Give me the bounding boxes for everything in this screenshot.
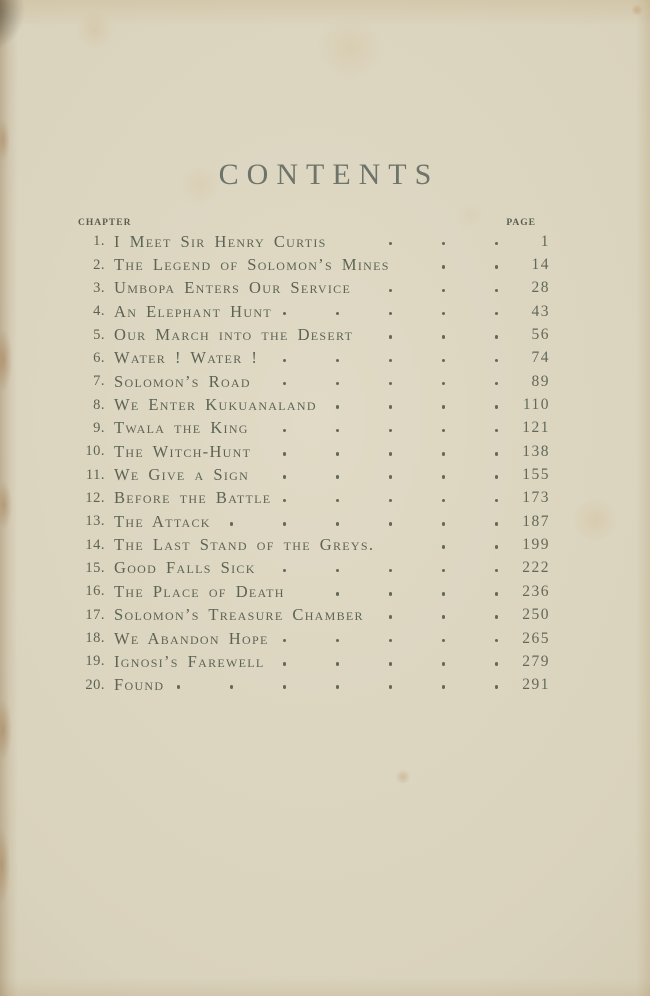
leader-dot — [249, 463, 286, 486]
dot-glyph — [389, 475, 393, 479]
leader-dot — [445, 277, 498, 300]
chapter-title: The Legend of Solomon’s Mines — [114, 255, 390, 275]
leader-dot — [339, 440, 392, 463]
dot-glyph — [389, 499, 393, 503]
dot-glyph — [495, 242, 499, 246]
leader-dot — [339, 487, 392, 510]
leader-dot — [353, 323, 392, 346]
leader-dot — [286, 463, 339, 486]
toc-entry — [78, 440, 550, 463]
leader-dot — [286, 347, 339, 370]
dot-glyph — [336, 522, 340, 526]
dot-glyph — [177, 685, 181, 689]
leader-dot — [392, 277, 445, 300]
leader-dot — [339, 370, 392, 393]
chapter-title: We Abandon Hope — [114, 628, 269, 648]
dot-glyph — [336, 592, 340, 596]
page-number: 236 — [522, 582, 550, 600]
leader-dot — [286, 674, 339, 697]
chapter-title: Found — [114, 675, 165, 695]
dot-leader — [374, 533, 498, 556]
leader-dot — [445, 230, 498, 253]
toc-entry — [78, 650, 550, 673]
leader-dot — [392, 604, 445, 627]
chapter-title: Our March into the Desert — [114, 325, 354, 345]
chapter-number: 13. — [85, 513, 105, 530]
dot-glyph — [283, 569, 287, 573]
dot-glyph — [495, 405, 499, 409]
dot-glyph — [336, 499, 340, 503]
chapter-title: The Attack — [114, 511, 211, 531]
chapter-number: 20. — [85, 676, 105, 693]
chapter-title: Solomon’s Treasure Chamber — [114, 605, 364, 625]
leader-dot — [392, 487, 445, 510]
leader-dot — [249, 417, 286, 440]
dot-glyph — [336, 429, 340, 433]
dot-leader — [271, 487, 498, 510]
dot-glyph — [336, 639, 340, 643]
leader-dot — [445, 347, 498, 370]
dot-glyph — [442, 592, 446, 596]
chapter-title: We Enter Kukuanaland — [114, 395, 317, 415]
leader-dot — [392, 370, 445, 393]
dot-glyph — [336, 569, 340, 573]
dot-glyph — [495, 522, 499, 526]
leader-dot — [392, 650, 445, 673]
leader-dot — [351, 277, 392, 300]
dot-glyph — [442, 405, 446, 409]
dot-glyph — [495, 662, 499, 666]
dot-glyph — [283, 382, 287, 386]
leader-dot — [286, 510, 339, 533]
dot-glyph — [389, 289, 393, 293]
dot-glyph — [442, 685, 446, 689]
chapter-number: 3. — [93, 279, 105, 296]
page-number: 74 — [531, 349, 550, 367]
dot-leader — [327, 230, 498, 253]
chapter-number: 10. — [85, 443, 105, 460]
dot-leader — [249, 417, 498, 440]
dot-glyph — [495, 312, 499, 316]
dot-glyph — [389, 592, 393, 596]
page-number: 279 — [522, 652, 550, 670]
dot-leader — [269, 627, 498, 650]
dot-glyph — [336, 312, 340, 316]
toc-entry — [78, 347, 550, 370]
chapter-title: An Elephant Hunt — [114, 301, 272, 321]
dot-glyph — [283, 429, 287, 433]
dot-glyph — [442, 615, 446, 619]
leader-dot — [211, 510, 233, 533]
leader-dot — [392, 557, 445, 580]
page-number: 43 — [531, 302, 550, 320]
dot-glyph — [495, 569, 499, 573]
dot-leader — [317, 393, 498, 416]
dot-glyph — [495, 382, 499, 386]
dot-glyph — [389, 405, 393, 409]
dot-glyph — [230, 685, 234, 689]
dot-glyph — [283, 452, 287, 456]
leader-dot — [445, 650, 498, 673]
page-number: 28 — [531, 279, 550, 297]
chapter-title: We Give a Sign — [114, 465, 250, 485]
dot-glyph — [442, 639, 446, 643]
leader-dot — [445, 300, 498, 323]
leader-dot — [269, 627, 286, 650]
leader-dot — [256, 557, 286, 580]
leader-dot — [339, 393, 392, 416]
leader-dot — [445, 417, 498, 440]
leader-dot — [286, 370, 339, 393]
chapter-number: 17. — [85, 606, 105, 623]
leader-dot — [286, 300, 339, 323]
dot-leader — [164, 674, 498, 697]
page-number: 199 — [522, 536, 550, 554]
dot-leader — [351, 277, 498, 300]
leader-dot — [392, 253, 445, 276]
toc-entry — [78, 533, 550, 556]
dot-glyph — [389, 662, 393, 666]
dot-glyph — [389, 639, 393, 643]
leader-dot — [286, 650, 339, 673]
toc-entry — [78, 277, 550, 300]
leader-dot — [339, 650, 392, 673]
dot-glyph — [495, 545, 499, 549]
dot-glyph — [495, 359, 499, 363]
dot-glyph — [336, 405, 340, 409]
dot-glyph — [283, 499, 287, 503]
leader-dot — [286, 417, 339, 440]
chapter-title: Solomon’s Road — [114, 371, 251, 391]
toc-entry — [78, 323, 550, 346]
toc-entry — [78, 417, 550, 440]
dot-glyph — [389, 382, 393, 386]
dot-glyph — [336, 475, 340, 479]
leader-dot — [445, 253, 498, 276]
toc-entry — [78, 674, 550, 697]
page-number: 1 — [540, 232, 550, 250]
toc-entry — [78, 393, 550, 416]
chapter-number: 4. — [93, 303, 105, 320]
dot-leader — [285, 580, 498, 603]
leader-dot — [251, 440, 286, 463]
dot-glyph — [389, 685, 393, 689]
chapter-number: 5. — [93, 326, 105, 343]
leader-dot — [445, 580, 498, 603]
dot-glyph — [389, 335, 393, 339]
page-number: 121 — [522, 419, 550, 437]
page-number: 291 — [522, 676, 550, 694]
page-title: CONTENTS — [218, 158, 440, 191]
dot-glyph — [495, 639, 499, 643]
leader-dot — [392, 323, 445, 346]
column-headers — [78, 218, 550, 228]
chapter-number: 9. — [93, 419, 105, 436]
leader-dot — [271, 487, 286, 510]
dot-glyph — [495, 265, 499, 269]
leader-dot — [339, 463, 392, 486]
dot-glyph — [283, 522, 287, 526]
dot-glyph — [442, 312, 446, 316]
leader-dot — [339, 674, 392, 697]
dot-glyph — [495, 685, 499, 689]
dot-glyph — [495, 592, 499, 596]
chapter-number: 7. — [93, 373, 105, 390]
page-number: 187 — [522, 512, 550, 530]
dot-glyph — [336, 685, 340, 689]
leader-dot — [445, 463, 498, 486]
leader-dot — [445, 604, 498, 627]
chapter-title: The Witch-Hunt — [114, 441, 252, 461]
leader-dot — [286, 580, 339, 603]
page-number: 110 — [522, 396, 550, 414]
leader-dot — [445, 370, 498, 393]
leader-dot — [392, 533, 445, 556]
dot-leader — [364, 604, 498, 627]
leader-dot — [265, 650, 286, 673]
dot-glyph — [230, 522, 234, 526]
leader-dot — [392, 463, 445, 486]
dot-glyph — [283, 359, 287, 363]
dot-glyph — [442, 662, 446, 666]
chapter-title: Water ! Water ! — [114, 348, 259, 368]
chapter-title: Umbopa Enters Our Service — [114, 278, 352, 298]
leader-dot — [445, 440, 498, 463]
leader-dot — [251, 370, 286, 393]
dot-leader — [251, 370, 498, 393]
chapter-number: 16. — [85, 583, 105, 600]
chapter-number: 18. — [85, 630, 105, 647]
page-number: 222 — [522, 559, 550, 577]
dot-leader — [265, 650, 498, 673]
toc-entry — [78, 300, 550, 323]
page-number: 14 — [531, 256, 550, 274]
dot-glyph — [283, 312, 287, 316]
page-column-label: PAGE — [506, 218, 536, 228]
dot-glyph — [389, 522, 393, 526]
leader-dot — [339, 347, 392, 370]
dot-glyph — [495, 429, 499, 433]
dot-glyph — [442, 475, 446, 479]
toc-entry — [78, 370, 550, 393]
chapter-number: 8. — [93, 396, 105, 413]
dot-glyph — [389, 359, 393, 363]
leader-dot — [445, 533, 498, 556]
chapter-number: 19. — [85, 653, 105, 670]
dot-glyph — [495, 289, 499, 293]
leader-dot — [286, 557, 339, 580]
leader-dot — [392, 230, 445, 253]
leader-dot — [272, 300, 286, 323]
dot-glyph — [389, 312, 393, 316]
leader-dot — [180, 674, 233, 697]
dot-leader — [249, 463, 498, 486]
dot-leader — [256, 557, 498, 580]
page-number: 56 — [531, 326, 550, 344]
leader-dot — [339, 230, 392, 253]
dot-leader — [211, 510, 498, 533]
dot-leader — [251, 440, 498, 463]
toc-entry — [78, 253, 550, 276]
chapter-column-label: CHAPTER — [78, 218, 132, 228]
dot-glyph — [495, 452, 499, 456]
dot-glyph — [442, 429, 446, 433]
page-number: 173 — [522, 489, 550, 507]
page-number: 138 — [522, 442, 550, 460]
dot-glyph — [442, 335, 446, 339]
leader-dot — [445, 557, 498, 580]
chapter-number: 14. — [85, 536, 105, 553]
leader-dot — [258, 347, 286, 370]
dot-glyph — [336, 452, 340, 456]
dot-glyph — [442, 289, 446, 293]
page-number: 250 — [522, 606, 550, 624]
leader-dot — [286, 440, 339, 463]
leader-dot — [392, 347, 445, 370]
dot-glyph — [389, 569, 393, 573]
dot-glyph — [442, 452, 446, 456]
leader-dot — [392, 417, 445, 440]
toc-entry — [78, 604, 550, 627]
dot-glyph — [442, 359, 446, 363]
chapter-title: Good Falls Sick — [114, 558, 256, 578]
dot-glyph — [495, 475, 499, 479]
dot-glyph — [336, 662, 340, 666]
dot-glyph — [442, 522, 446, 526]
toc-list — [78, 230, 550, 697]
page-number: 155 — [522, 466, 550, 484]
page-number: 89 — [531, 372, 550, 390]
dot-leader — [390, 253, 498, 276]
leader-dot — [392, 627, 445, 650]
leader-dot — [233, 674, 286, 697]
toc-entry — [78, 557, 550, 580]
dot-glyph — [389, 242, 393, 246]
dot-glyph — [389, 452, 393, 456]
dot-glyph — [283, 639, 287, 643]
dot-glyph — [283, 685, 287, 689]
leader-dot — [339, 417, 392, 440]
leader-dot — [339, 510, 392, 533]
dot-glyph — [336, 382, 340, 386]
dot-glyph — [442, 569, 446, 573]
leader-dot — [445, 323, 498, 346]
chapter-number: 2. — [93, 256, 105, 273]
dot-glyph — [442, 499, 446, 503]
leader-dot — [339, 580, 392, 603]
dot-glyph — [495, 499, 499, 503]
toc-entry — [78, 510, 550, 533]
dot-leader — [353, 323, 498, 346]
dot-glyph — [442, 382, 446, 386]
chapter-title: I Meet Sir Henry Curtis — [114, 231, 327, 251]
dot-glyph — [389, 615, 393, 619]
dot-leader — [272, 300, 498, 323]
chapter-number: 1. — [93, 233, 105, 250]
leader-dot — [286, 627, 339, 650]
leader-dot — [392, 440, 445, 463]
chapter-title: Ignosi’s Farewell — [114, 651, 265, 671]
leader-dot — [445, 510, 498, 533]
toc-entry — [78, 580, 550, 603]
dot-glyph — [442, 242, 446, 246]
toc-entry — [78, 627, 550, 650]
toc-entry — [78, 487, 550, 510]
leader-dot — [445, 487, 498, 510]
leader-dot — [164, 674, 180, 697]
leader-dot — [392, 393, 445, 416]
chapter-title: Twala the King — [114, 418, 249, 438]
dot-glyph — [442, 545, 446, 549]
dot-glyph — [283, 662, 287, 666]
chapter-title: The Last Stand of the Greys. — [114, 535, 375, 555]
chapter-number: 11. — [85, 466, 105, 483]
leader-dot — [445, 627, 498, 650]
chapter-number: 12. — [85, 489, 105, 506]
page-number: 265 — [522, 629, 550, 647]
leader-dot — [445, 393, 498, 416]
leader-dot — [317, 393, 339, 416]
leader-dot — [392, 300, 445, 323]
chapter-title: Before the Battle — [114, 488, 272, 508]
chapter-number: 6. — [93, 349, 105, 366]
dot-leader — [258, 347, 498, 370]
leader-dot — [286, 487, 339, 510]
leader-dot — [339, 300, 392, 323]
chapter-title: The Place of Death — [114, 581, 285, 601]
dot-glyph — [442, 265, 446, 269]
leader-dot — [339, 627, 392, 650]
toc-entry — [78, 230, 550, 253]
leader-dot — [445, 674, 498, 697]
chapter-number: 15. — [85, 559, 105, 576]
dot-glyph — [389, 429, 393, 433]
leader-dot — [392, 510, 445, 533]
leader-dot — [233, 510, 286, 533]
leader-dot — [392, 580, 445, 603]
dot-glyph — [336, 359, 340, 363]
dot-glyph — [283, 475, 287, 479]
dot-glyph — [495, 615, 499, 619]
dot-glyph — [495, 335, 499, 339]
toc-entry — [78, 463, 550, 486]
leader-dot — [392, 674, 445, 697]
leader-dot — [364, 604, 392, 627]
leader-dot — [339, 557, 392, 580]
